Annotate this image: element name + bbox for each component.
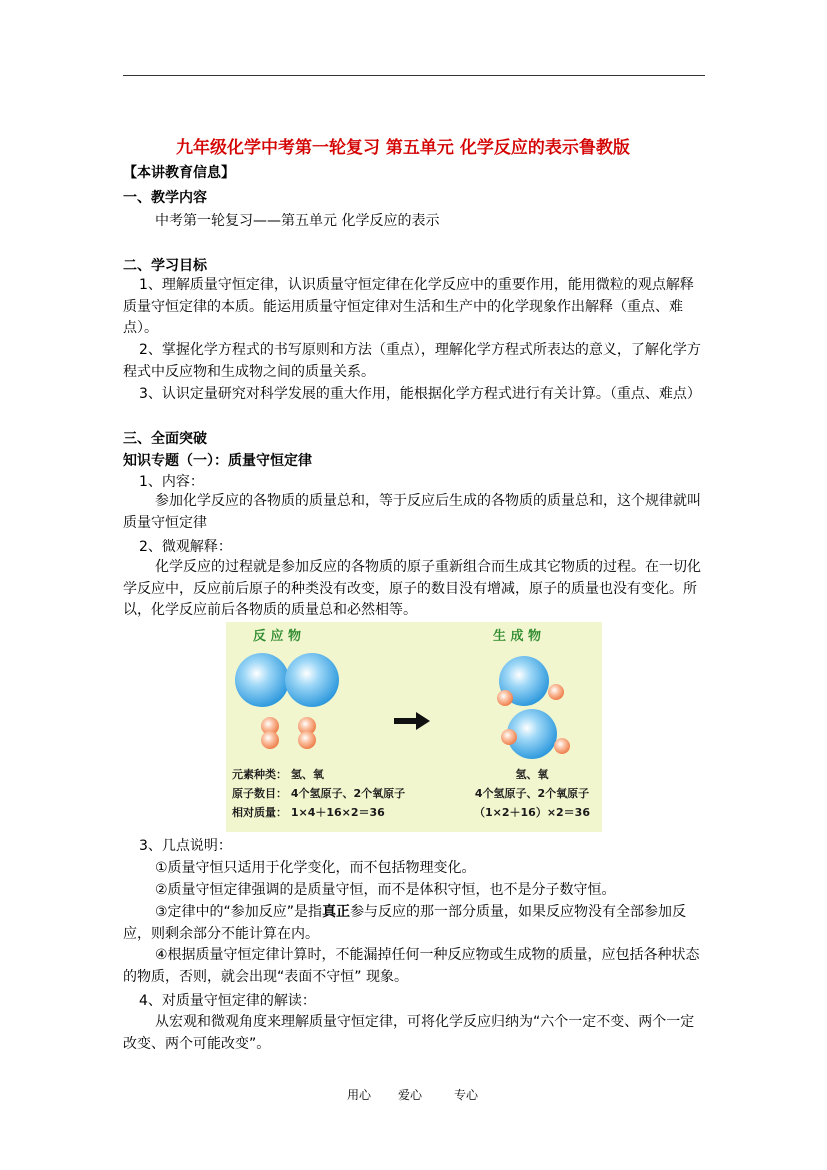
right-atoms: 4个氢原子、2个氧原子 [474,787,590,800]
hydrogen-atom [261,731,279,749]
interpret-text: 从宏观和微观角度来理解质量守恒定律，可将化学反应归纳为“六个一定不变、两个一定改变、两个可能改变”。 [123,1014,695,1052]
micro-label: 2、微观解释： [139,539,232,555]
hydrogen-atom [298,731,316,749]
reaction-diagram [226,622,602,832]
goal-1: 1、理解质量守恒定律，认识质量守恒定律在化学反应中的重要作用，能用微粒的观点解释质量守恒定律的本质。能运用质量守恒定律对生活和生产中的化学现象作出解释（重点、难点）。 [123,277,694,336]
section1-heading: 一、教学内容 [123,190,207,206]
footer-item-1: 用心 [347,1088,372,1102]
footer-item-3: 专心 [454,1088,479,1102]
content-text: 参加化学反应的各物质的质量总和，等于反应后生成的各物质的质量总和，这个规律就叫质量守恒定律 [123,493,701,531]
oxygen-atom [285,653,339,707]
header-rule [123,75,705,76]
note-1: ①质量守恒只适用于化学变化，而不包括物理变化。 [155,860,476,876]
goal-2: 2、掌握化学方程式的书写原则和方法（重点），理解化学方程式所表达的意义，了解化学方程式中反应物和生成物之间的质量关系。 [123,342,701,380]
topic1-heading: 知识专题（一）：质量守恒定律 [123,453,312,469]
hydrogen-atom [554,738,570,754]
hydrogen-atom [497,690,513,706]
content-label: 1、内容： [139,474,204,490]
note-3-before: ③定律中的“参加反应”是指 [155,904,323,920]
footer-item-2: 爱心 [398,1088,423,1102]
note-4: ④根据质量守恒定律计算时，不能漏掉任何一种反应物或生成物的质量，应包括各种状态的物质，否则，就会出现“表面不守恒” 现象。 [123,947,700,985]
oxygen-atom [235,653,289,707]
hydrogen-atom [501,729,517,745]
note-3-after: 参与反应的那一部分质量，如果反应物没有全部参加反应，则剩余部分不能计算在内。 [123,904,687,942]
info-header: 【本讲教育信息】 [123,165,235,181]
section2-heading: 二、学习目标 [123,258,207,274]
reaction-arrow-icon [394,712,430,730]
interpret-label: 4、对质量守恒定律的解读： [139,993,316,1009]
products-label: 生 成 物 [493,629,542,644]
note-2: ②质量守恒定律强调的是质量守恒，而不是体积守恒，也不是分子数守恒。 [155,882,616,898]
notes-label: 3、几点说明： [139,838,232,854]
atoms-line: 原子数目： 4个氢原子、2个氧原子 [232,787,406,800]
reactants-label: 反 应 物 [253,629,302,644]
section3-heading: 三、全面突破 [123,431,207,447]
micro-text: 化学反应的过程就是参加反应的各物质的原子重新组合而生成其它物质的过程。在一切化学反应中，反应前后原子的种类没有改变，原子的数目没有增减，原子的质量也没有变化。所以，化学反应前后各物质的质量总和必然相等。 [123,559,701,618]
reaction-svg [226,622,602,832]
note-3 [123,902,706,945]
right-mass: （1×2＋16）×2＝36 [473,806,591,819]
mass-line: 相对质量： 1×4＋16×2＝36 [232,806,385,819]
note-3-bold: 真正 [322,904,351,920]
goal-3: 3、认识定量研究对科学发展的重大作用，能根据化学方程式进行有关计算。（重点、难点） [139,386,701,402]
elements-line: 元素种类： 氢、氧 [232,768,324,781]
right-elements: 氢、氧 [515,768,549,781]
section1-text: 中考第一轮复习——第五单元 化学反应的表示 [155,213,440,229]
hydrogen-atom [548,684,564,700]
document-title: 九年级化学中考第一轮复习 第五单元 化学反应的表示鲁教版 [176,138,630,158]
